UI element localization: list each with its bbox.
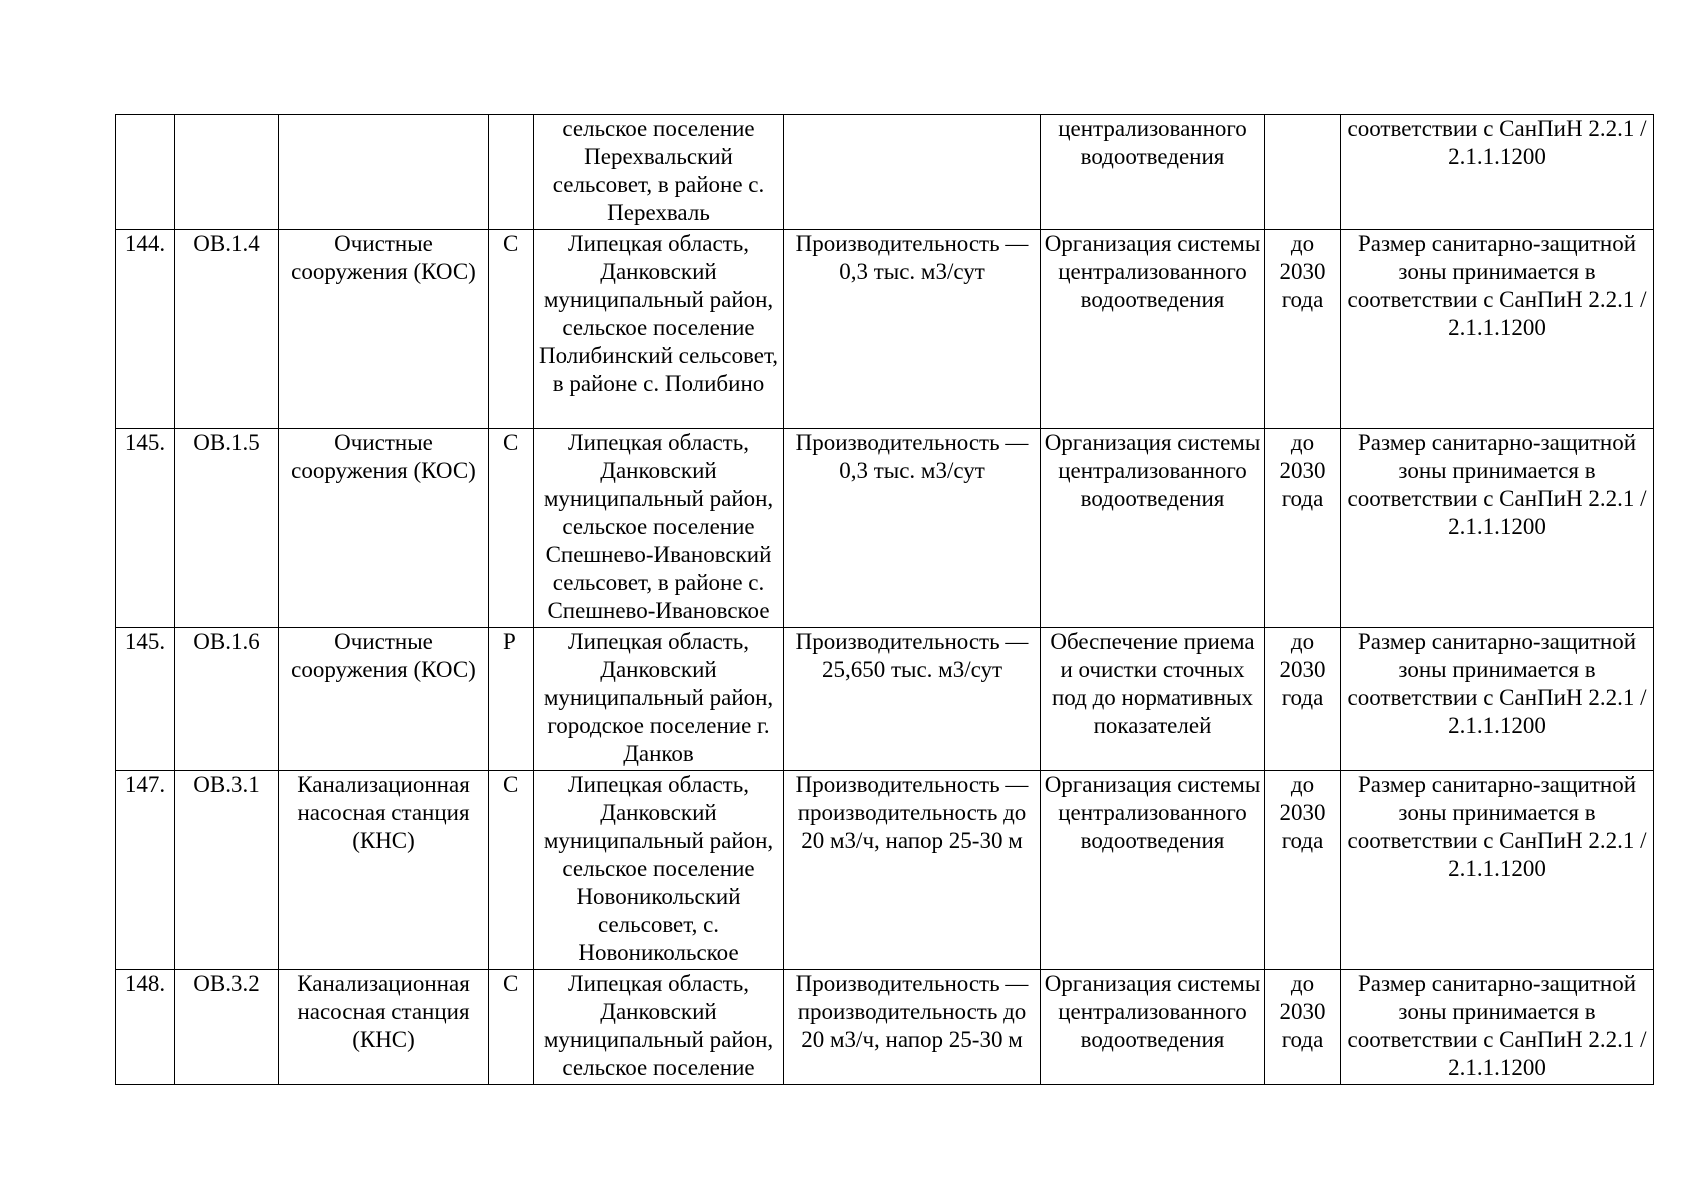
row-number-cell: 145.	[116, 628, 175, 771]
object-code-cell: ОВ.3.1	[175, 771, 279, 970]
object-name-cell: Очистные сооружения (КОС)	[279, 628, 489, 771]
purpose-cell: Организация системы централизованного водоотведения	[1041, 970, 1265, 1085]
purpose-cell: Обеспечение приема и очистки сточных под до нормативных показателей	[1041, 628, 1265, 771]
protection-zone-cell: Размер санитарно-защитной зоны принимается в соответствии с СанПиН 2.2.1 / 2.1.1.1200	[1341, 628, 1654, 771]
table-row	[116, 115, 1654, 230]
row-number-cell: 147.	[116, 771, 175, 970]
row-number-cell: 145.	[116, 429, 175, 628]
protection-zone-cell: Размер санитарно-защитной зоны принимается в соответствии с СанПиН 2.2.1 / 2.1.1.1200	[1341, 970, 1654, 1085]
object-code-cell: ОВ.1.6	[175, 628, 279, 771]
object-name-cell: Очистные сооружения (КОС)	[279, 230, 489, 429]
object-code-cell: ОВ.1.4	[175, 230, 279, 429]
capacity-cell	[784, 115, 1041, 230]
object-name-cell: Очистные сооружения (КОС)	[279, 429, 489, 628]
location-cell: Липецкая область, Данковский муниципальный район, городское поселение г. Данков	[534, 628, 784, 771]
table-row	[116, 628, 1654, 771]
location-cell: Липецкая область, Данковский муниципальный район, сельское поселение	[534, 970, 784, 1085]
capacity-cell: Производительность — производительность до 20 м3/ч, напор 25-30 м	[784, 771, 1041, 970]
purpose-cell: Организация системы централизованного водоотведения	[1041, 230, 1265, 429]
purpose-cell: Организация системы централизованного водоотведения	[1041, 771, 1265, 970]
object-code-cell	[175, 115, 279, 230]
row-number-cell	[116, 115, 175, 230]
object-code-cell: ОВ.1.5	[175, 429, 279, 628]
purpose-cell: централизованного водоотведения	[1041, 115, 1265, 230]
capacity-cell: Производительность — 0,3 тыс. м3/сут	[784, 230, 1041, 429]
object-status-cell: С	[489, 771, 534, 970]
row-number-cell: 148.	[116, 970, 175, 1085]
term-cell: до 2030 года	[1265, 970, 1341, 1085]
term-cell	[1265, 115, 1341, 230]
table-row	[116, 970, 1654, 1085]
planned-objects-table	[115, 114, 1654, 1085]
object-name-cell	[279, 115, 489, 230]
location-cell: сельское поселение Перехвальский сельсовет, в районе с. Перехваль	[534, 115, 784, 230]
protection-zone-cell: Размер санитарно-защитной зоны принимается в соответствии с СанПиН 2.2.1 / 2.1.1.1200	[1341, 230, 1654, 429]
object-status-cell: С	[489, 429, 534, 628]
capacity-cell: Производительность — 0,3 тыс. м3/сут	[784, 429, 1041, 628]
purpose-cell: Организация системы централизованного водоотведения	[1041, 429, 1265, 628]
capacity-cell: Производительность — 25,650 тыс. м3/сут	[784, 628, 1041, 771]
object-name-cell: Канализационная насосная станция (КНС)	[279, 970, 489, 1085]
location-cell: Липецкая область, Данковский муниципальный район, сельское поселение Полибинский сельсовет, в районе с. Полибино	[534, 230, 784, 429]
term-cell: до 2030 года	[1265, 628, 1341, 771]
protection-zone-cell: соответствии с СанПиН 2.2.1 / 2.1.1.1200	[1341, 115, 1654, 230]
location-cell: Липецкая область, Данковский муниципальный район, сельское поселение Новоникольский сельсовет, с. Новоникольское	[534, 771, 784, 970]
term-cell: до 2030 года	[1265, 230, 1341, 429]
object-status-cell: С	[489, 970, 534, 1085]
object-code-cell: ОВ.3.2	[175, 970, 279, 1085]
table-row	[116, 230, 1654, 429]
object-status-cell	[489, 115, 534, 230]
object-status-cell: С	[489, 230, 534, 429]
table-row	[116, 771, 1654, 970]
term-cell: до 2030 года	[1265, 429, 1341, 628]
capacity-cell: Производительность — производительность до 20 м3/ч, напор 25-30 м	[784, 970, 1041, 1085]
object-status-cell: Р	[489, 628, 534, 771]
term-cell: до 2030 года	[1265, 771, 1341, 970]
table-row	[116, 429, 1654, 628]
row-number-cell: 144.	[116, 230, 175, 429]
location-cell: Липецкая область, Данковский муниципальный район, сельское поселение Спешнево-Ивановский сельсовет, в районе с. Спешнево-Ивановское	[534, 429, 784, 628]
protection-zone-cell: Размер санитарно-защитной зоны принимается в соответствии с СанПиН 2.2.1 / 2.1.1.1200	[1341, 429, 1654, 628]
protection-zone-cell: Размер санитарно-защитной зоны принимается в соответствии с СанПиН 2.2.1 / 2.1.1.1200	[1341, 771, 1654, 970]
object-name-cell: Канализационная насосная станция (КНС)	[279, 771, 489, 970]
